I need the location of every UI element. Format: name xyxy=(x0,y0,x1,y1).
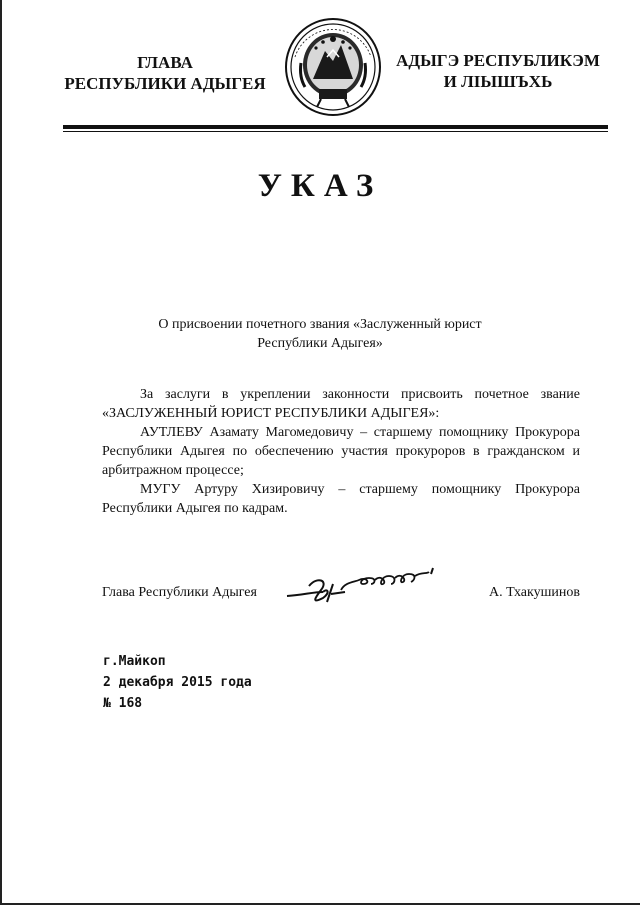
body-paragraph-mugu: МУГУ Артуру Хизировичу – старшему помощнику Прокурора Республики Адыгея по кадрам. xyxy=(102,482,580,516)
header-rule-thin xyxy=(63,131,608,132)
header-left-line2: РЕСПУБЛИКИ АДЫГЕЯ xyxy=(64,74,266,93)
decree-body xyxy=(102,385,580,518)
handwritten-signature-icon xyxy=(283,562,443,610)
footer-number: № 168 xyxy=(103,696,143,711)
header-adyghe-title xyxy=(393,50,603,92)
page-left-border xyxy=(0,0,2,905)
subject-line2: Республики Адыгея» xyxy=(257,336,383,351)
footer-city: г.Майкоп xyxy=(103,654,166,669)
header-right-line2: И ЛІЫШЪХЬ xyxy=(443,72,553,91)
body-paragraph-award: За заслуги в укреплении законности присвоить почетное звание «ЗАСЛУЖЕННЫЙ ЮРИСТ РЕСПУБЛИКИ АДЫГЕЯ»: xyxy=(102,387,580,421)
subject-line1: О присвоении почетного звания «Заслуженный юрист xyxy=(158,317,482,332)
header-rule-thick xyxy=(63,125,608,129)
body-paragraph-autlev: АУТЛЕВУ Азамату Магомедовичу – старшему помощнику Прокурора Республики Адыгея по обеспечению участия прокуроров в гражданском и арбитражном процессе; xyxy=(102,425,580,478)
footer-date: 2 декабря 2015 года xyxy=(103,675,252,690)
signer-name: А. Тхакушинов xyxy=(489,585,580,600)
coat-of-arms-icon xyxy=(283,17,383,117)
header-right-line1: АДЫГЭ РЕСПУБЛИКЭМ xyxy=(396,51,600,70)
decree-subject xyxy=(120,315,520,353)
document-title: УКАЗ xyxy=(257,168,383,204)
signer-position: Глава Республики Адыгея xyxy=(102,585,257,600)
header-left-line1: ГЛАВА xyxy=(137,53,193,72)
decree-footer xyxy=(103,651,252,714)
header-russian-title xyxy=(55,52,275,94)
